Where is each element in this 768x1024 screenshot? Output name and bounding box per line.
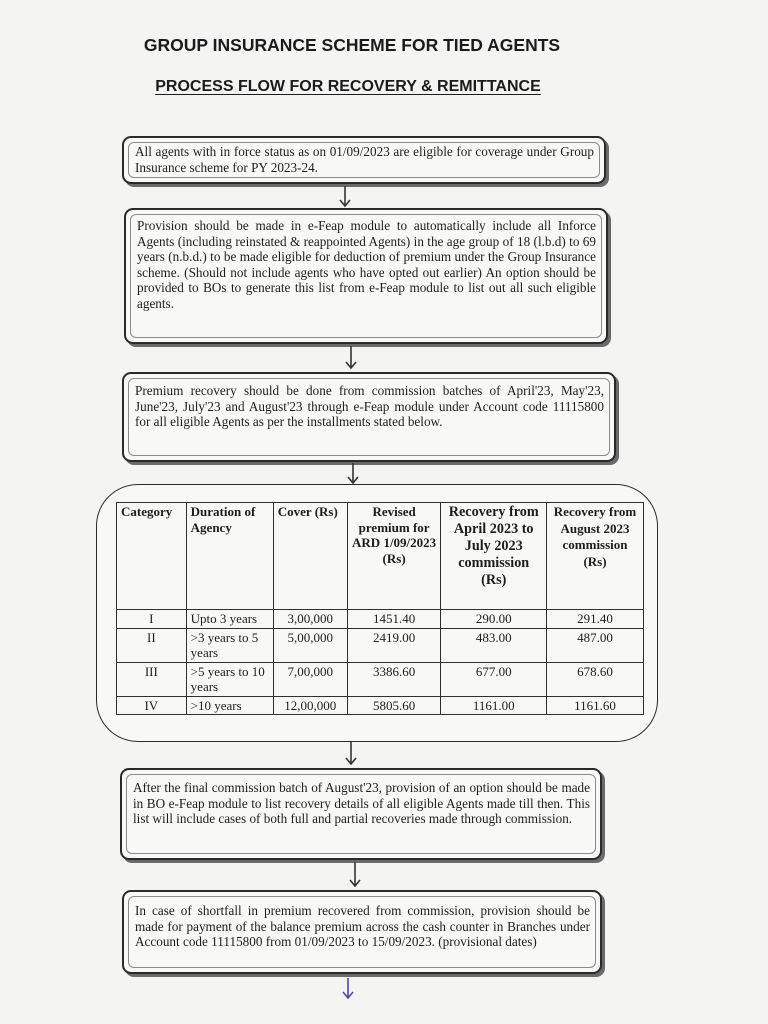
down-arrow-icon (344, 742, 358, 766)
category-cell: I (117, 610, 187, 629)
recovery-apr-jul-cell: 290.00 (441, 610, 547, 629)
document-title: GROUP INSURANCE SCHEME FOR TIED AGENTS (143, 35, 561, 55)
duration-cell: Upto 3 years (186, 610, 273, 629)
flow-step-3: Premium recovery should be done from commission batches of April'23, May'23, June'23, July'23 and August'23 through e-Feap module under Account code 11115800 for all eligible Agents as per the installments stated below. (122, 372, 616, 462)
premium-cell: 5805.60 (347, 696, 441, 715)
table-row (117, 628, 644, 662)
duration-cell: >3 years to 5 years (186, 628, 273, 662)
column-header-duration: Duration of Agency (186, 503, 273, 610)
recovery-aug-cell: 678.60 (547, 662, 644, 696)
premium-cell: 3386.60 (347, 662, 441, 696)
recovery-apr-jul-cell: 1161.00 (441, 696, 547, 715)
category-cell: II (117, 628, 187, 662)
recovery-aug-cell: 1161.60 (547, 696, 644, 715)
category-cell: III (117, 662, 187, 696)
down-arrow-icon (341, 978, 355, 1002)
down-arrow-icon (348, 862, 362, 888)
cover-cell: 5,00,000 (273, 628, 347, 662)
category-cell: IV (117, 696, 187, 715)
column-header-recovery-aug: Recovery from August 2023 commission (Rs) (547, 503, 644, 610)
down-arrow-icon (338, 186, 352, 208)
column-header-revised-premium: Revised premium for ARD 1/09/2023 (Rs) (347, 503, 441, 610)
recovery-apr-jul-cell: 483.00 (441, 628, 547, 662)
down-arrow-icon (346, 463, 360, 485)
column-header-recovery-apr-jul: Recovery from April 2023 to July 2023 commission (Rs) (441, 503, 547, 610)
table-header-row (117, 503, 644, 610)
column-header-category: Category (117, 503, 187, 610)
recovery-aug-cell: 487.00 (547, 628, 644, 662)
premium-cell: 1451.40 (347, 610, 441, 629)
recovery-aug-cell: 291.40 (547, 610, 644, 629)
down-arrow-icon (344, 346, 358, 370)
duration-cell: >5 years to 10 years (186, 662, 273, 696)
recovery-apr-jul-cell: 677.00 (441, 662, 547, 696)
cover-cell: 7,00,000 (273, 662, 347, 696)
flow-step-1: All agents with in force status as on 01/09/2023 are eligible for coverage under Group Insurance scheme for PY 2023-24. (122, 136, 606, 184)
table-row (117, 610, 644, 629)
flow-step-5: In case of shortfall in premium recovered from commission, provision should be made for payment of the balance premium across the cash counter in Branches under Account code 11115800 from 01/09/2023 to 15/09/2023. (provisional dates) (122, 890, 602, 974)
premium-cell: 2419.00 (347, 628, 441, 662)
flow-step-2: Provision should be made in e-Feap module to automatically include all Inforce Agents (including reinstated & reappointed Agents) in the age group of 18 (l.b.d) to 69 years (n.b.d.) to be made eligible for deduction of premium under the Group Insurance scheme. (Should not include agents who have opted out earlier) An option should be provided to BOs to generate this list from e-Feap module to list out all such eligible agents. (124, 208, 608, 344)
column-header-cover: Cover (Rs) (273, 503, 347, 610)
duration-cell: >10 years (186, 696, 273, 715)
table-row (117, 696, 644, 715)
cover-cell: 3,00,000 (273, 610, 347, 629)
document-subtitle: PROCESS FLOW FOR RECOVERY & REMITTANCE (155, 78, 541, 95)
premium-table (116, 502, 644, 715)
cover-cell: 12,00,000 (273, 696, 347, 715)
flow-step-4: After the final commission batch of August'23, provision of an option should be made in BO e-Feap module to list recovery details of all eligible Agents made till then. This list will include cases of both full and partial recoveries made through commission. (120, 768, 602, 860)
table-row (117, 662, 644, 696)
